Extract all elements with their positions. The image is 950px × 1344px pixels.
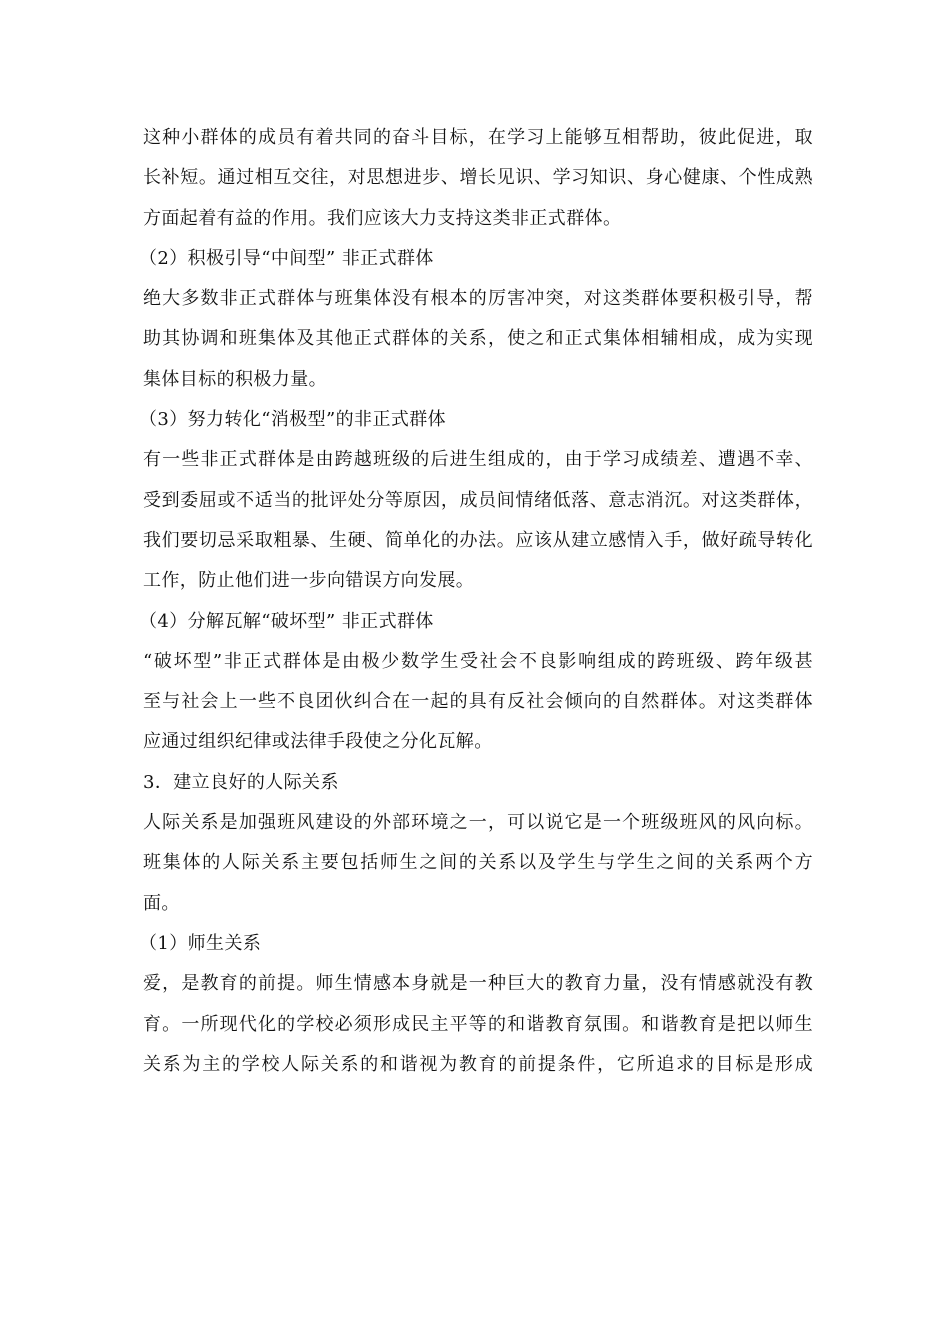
text-line: 工作，防止他们进一步向错误方向发展。 (143, 570, 475, 592)
text-line: 绝大多数非正式群体与班集体没有根本的厉害冲突，对这类群体要积极引导，帮 (143, 288, 813, 310)
section-heading: （2）积极引导“中间型” 非正式群体 (139, 247, 434, 269)
text-line: 受到委屈或不适当的批评处分等原因，成员间情绪低落、意志消沉。对这类群体， (143, 489, 813, 511)
section-heading: （1）师生关系 (139, 932, 262, 954)
text-line: 爱，是教育的前提。师生情感本身就是一种巨大的教育力量，没有情感就没有教 (143, 973, 813, 995)
text-line: 我们要切忌采取粗暴、生硬、简单化的办法。应该从建立感情入手，做好疏导转化 (143, 529, 813, 551)
text-line: 有一些非正式群体是由跨越班级的后进生组成的，由于学习成绩差、遭遇不幸、 (143, 449, 813, 471)
text-line: 这种小群体的成员有着共同的奋斗目标，在学习上能够互相帮助，彼此促进，取 (143, 127, 813, 148)
text-line: 集体目标的积极力量。 (143, 368, 327, 390)
section-heading: （3）努力转化“消极型”的非正式群体 (139, 409, 447, 431)
text-line: “破坏型”非正式群体是由极少数学生受社会不良影响组成的跨班级、跨年级甚 (143, 650, 813, 672)
text-line: 面。 (143, 892, 180, 914)
document-body (139, 118, 813, 1085)
text-line: 至与社会上一些不良团伙纠合在一起的具有反社会倾向的自然群体。对这类群体 (143, 691, 813, 713)
text-line: 助其协调和班集体及其他正式群体的关系，使之和正式集体相辅相成，成为实现 (143, 328, 813, 350)
text-line: 关系为主的学校人际关系的和谐视为教育的前提条件，它所追求的目标是形成 (143, 1053, 813, 1075)
text-line: 人际关系是加强班风建设的外部环境之一，可以说它是一个班级班风的风向标。 (143, 812, 813, 834)
text-line: 长补短。通过相互交往，对思想进步、增长见识、学习知识、身心健康、个性成熟 (143, 167, 813, 189)
section-heading: 3．建立良好的人际关系 (143, 771, 339, 793)
text-line: 应通过组织纪律或法律手段使之分化瓦解。 (143, 731, 493, 753)
text-line: 育。一所现代化的学校必须形成民主平等的和谐教育氛围。和谐教育是把以师生 (143, 1013, 813, 1035)
text-line: 班集体的人际关系主要包括师生之间的关系以及学生与学生之间的关系两个方 (143, 852, 813, 874)
section-heading: （4）分解瓦解“破坏型” 非正式群体 (139, 610, 434, 632)
text-line: 方面起着有益的作用。我们应该大力支持这类非正式群体。 (143, 207, 622, 229)
